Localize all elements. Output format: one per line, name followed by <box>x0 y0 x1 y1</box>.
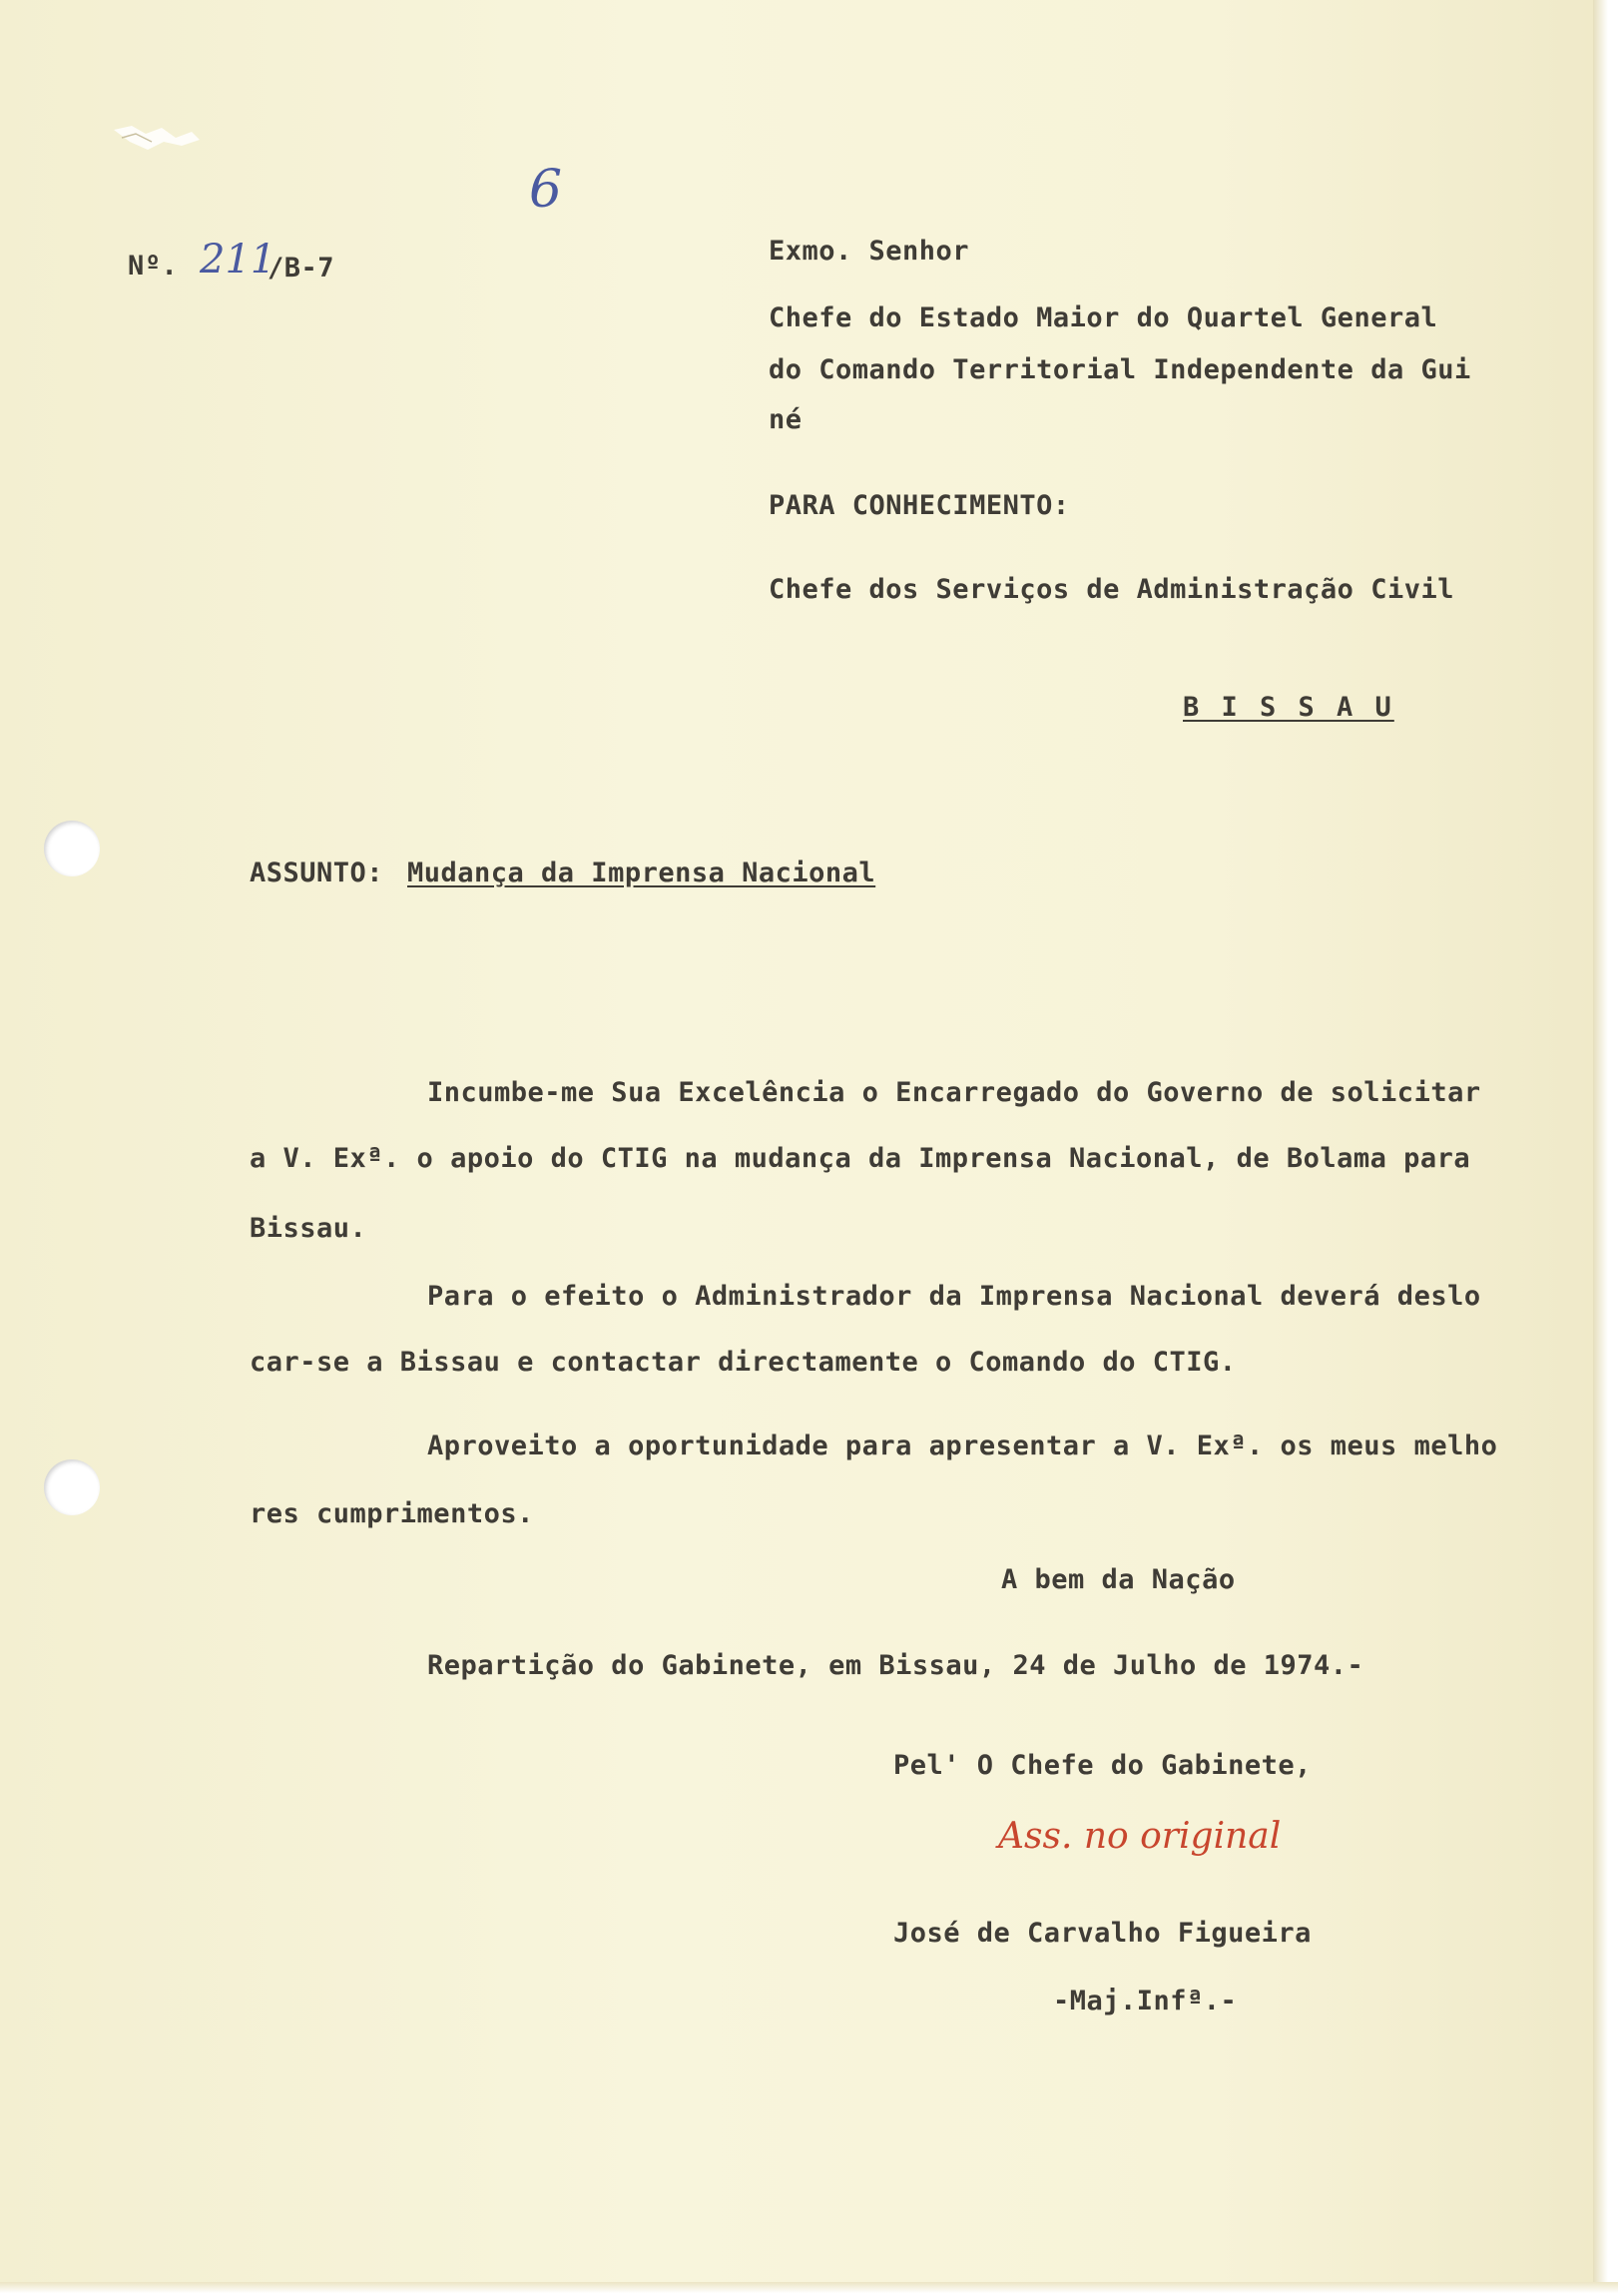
page-right-edge <box>1593 0 1618 2296</box>
handwritten-page-number: 6 <box>529 160 563 220</box>
paragraph-1-line-1: Incumbe-me Sua Excelência o Encarregado do Governo de solicitar <box>427 1077 1481 1108</box>
closing-motto: A bem da Nação <box>1001 1564 1236 1595</box>
punch-hole-bottom <box>44 1459 100 1515</box>
paragraph-2-line-2: car-se a Bissau e contactar directamente o Comando do CTIG. <box>250 1347 1237 1378</box>
cc-recipient: Chefe dos Serviços de Administração Civil <box>769 574 1454 605</box>
subject-text: Mudança da Imprensa Nacional <box>407 858 876 888</box>
salutation: Exmo. Senhor <box>769 236 970 267</box>
signature-note-handwritten: Ass. no original <box>998 1816 1282 1857</box>
paper-tear-mark <box>112 120 202 160</box>
addressee-line-1: Chefe do Estado Maior do Quartel General <box>769 302 1438 333</box>
city: B I S S A U <box>1183 692 1394 723</box>
paragraph-3-line-1: Aproveito a oportunidade para apresentar a V. Exª. os meus melho <box>427 1431 1498 1461</box>
paragraph-2-line-1: Para o efeito o Administrador da Imprensa Nacional deverá deslo <box>427 1281 1481 1312</box>
place-and-date: Repartição do Gabinete, em Bissau, 24 de Julho de 1974.- <box>427 1650 1364 1681</box>
subject-label: ASSUNTO: <box>250 858 384 888</box>
addressee-line-3: né <box>769 404 803 435</box>
reference-prefix: Nº. <box>128 251 179 282</box>
cc-label: PARA CONHECIMENTO: <box>769 490 1070 521</box>
signatory-name: José de Carvalho Figueira <box>893 1918 1312 1949</box>
punch-hole-top <box>44 821 100 876</box>
reference-suffix: /B-7 <box>268 253 335 284</box>
addressee-line-2: do Comando Territorial Independente da Gui <box>769 354 1471 385</box>
reference-number-handwritten: 211 <box>200 237 276 283</box>
page-bottom-edge <box>0 2282 1618 2296</box>
signatory-title: Pel' O Chefe do Gabinete, <box>893 1750 1312 1781</box>
paragraph-1-line-3: Bissau. <box>250 1213 367 1244</box>
paragraph-3-line-2: res cumprimentos. <box>250 1498 534 1529</box>
paragraph-1-line-2: a V. Exª. o apoio do CTIG na mudança da Imprensa Nacional, de Bolama para <box>250 1143 1471 1174</box>
signatory-rank: -Maj.Infª.- <box>1053 1986 1238 2016</box>
